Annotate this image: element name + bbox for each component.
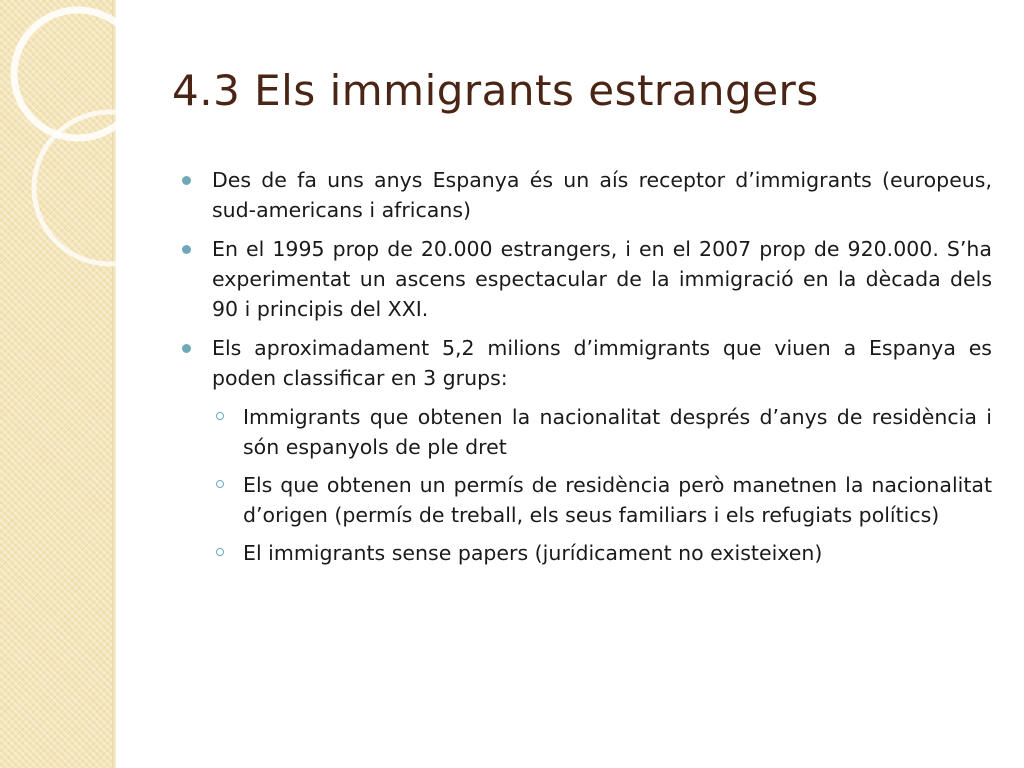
slide-content	[180, 165, 992, 576]
sub-bullet-item	[180, 470, 992, 530]
sub-bullet-item	[180, 538, 992, 568]
bullet-dot-icon	[182, 344, 191, 353]
sub-bullet-text: Els que obtenen un permís de residència però manetnen la nacionalitat d’origen (permís de treball, els seus familiars i els refugiats polítics)	[243, 473, 992, 527]
slide-title: 4.3 Els immigrants estrangers	[172, 66, 819, 115]
hollow-circle-bullet-icon	[216, 480, 224, 488]
bullet-item	[180, 333, 992, 393]
bullet-dot-icon	[182, 176, 191, 185]
bullet-item	[180, 165, 992, 225]
hollow-circle-bullet-icon	[216, 548, 224, 556]
sub-bullet-text: Immigrants que obtenen la nacionalitat després d’anys de residència i són espanyols de ple dret	[243, 405, 992, 459]
bullet-item	[180, 234, 992, 324]
sub-bullet-item	[180, 402, 992, 462]
bullet-text: En el 1995 prop de 20.000 estrangers, i en el 2007 prop de 920.000. S’ha experimentat un ascens espectacular de la immigració en la dècada dels 90 i principis del XXI.	[212, 237, 992, 321]
bullet-text: Des de fa uns anys Espanya és un aís receptor d’immigrants (europeus, sud-americans i africans)	[212, 168, 992, 222]
bullet-dot-icon	[182, 245, 191, 254]
hollow-circle-bullet-icon	[216, 412, 224, 420]
sub-bullet-text: El immigrants sense papers (jurídicament no existeixen)	[243, 541, 823, 565]
bullet-text: Els aproximadament 5,2 milions d’immigrants que viuen a Espanya es poden classificar en 3 grups:	[212, 336, 992, 390]
decorative-circles	[0, 0, 160, 300]
